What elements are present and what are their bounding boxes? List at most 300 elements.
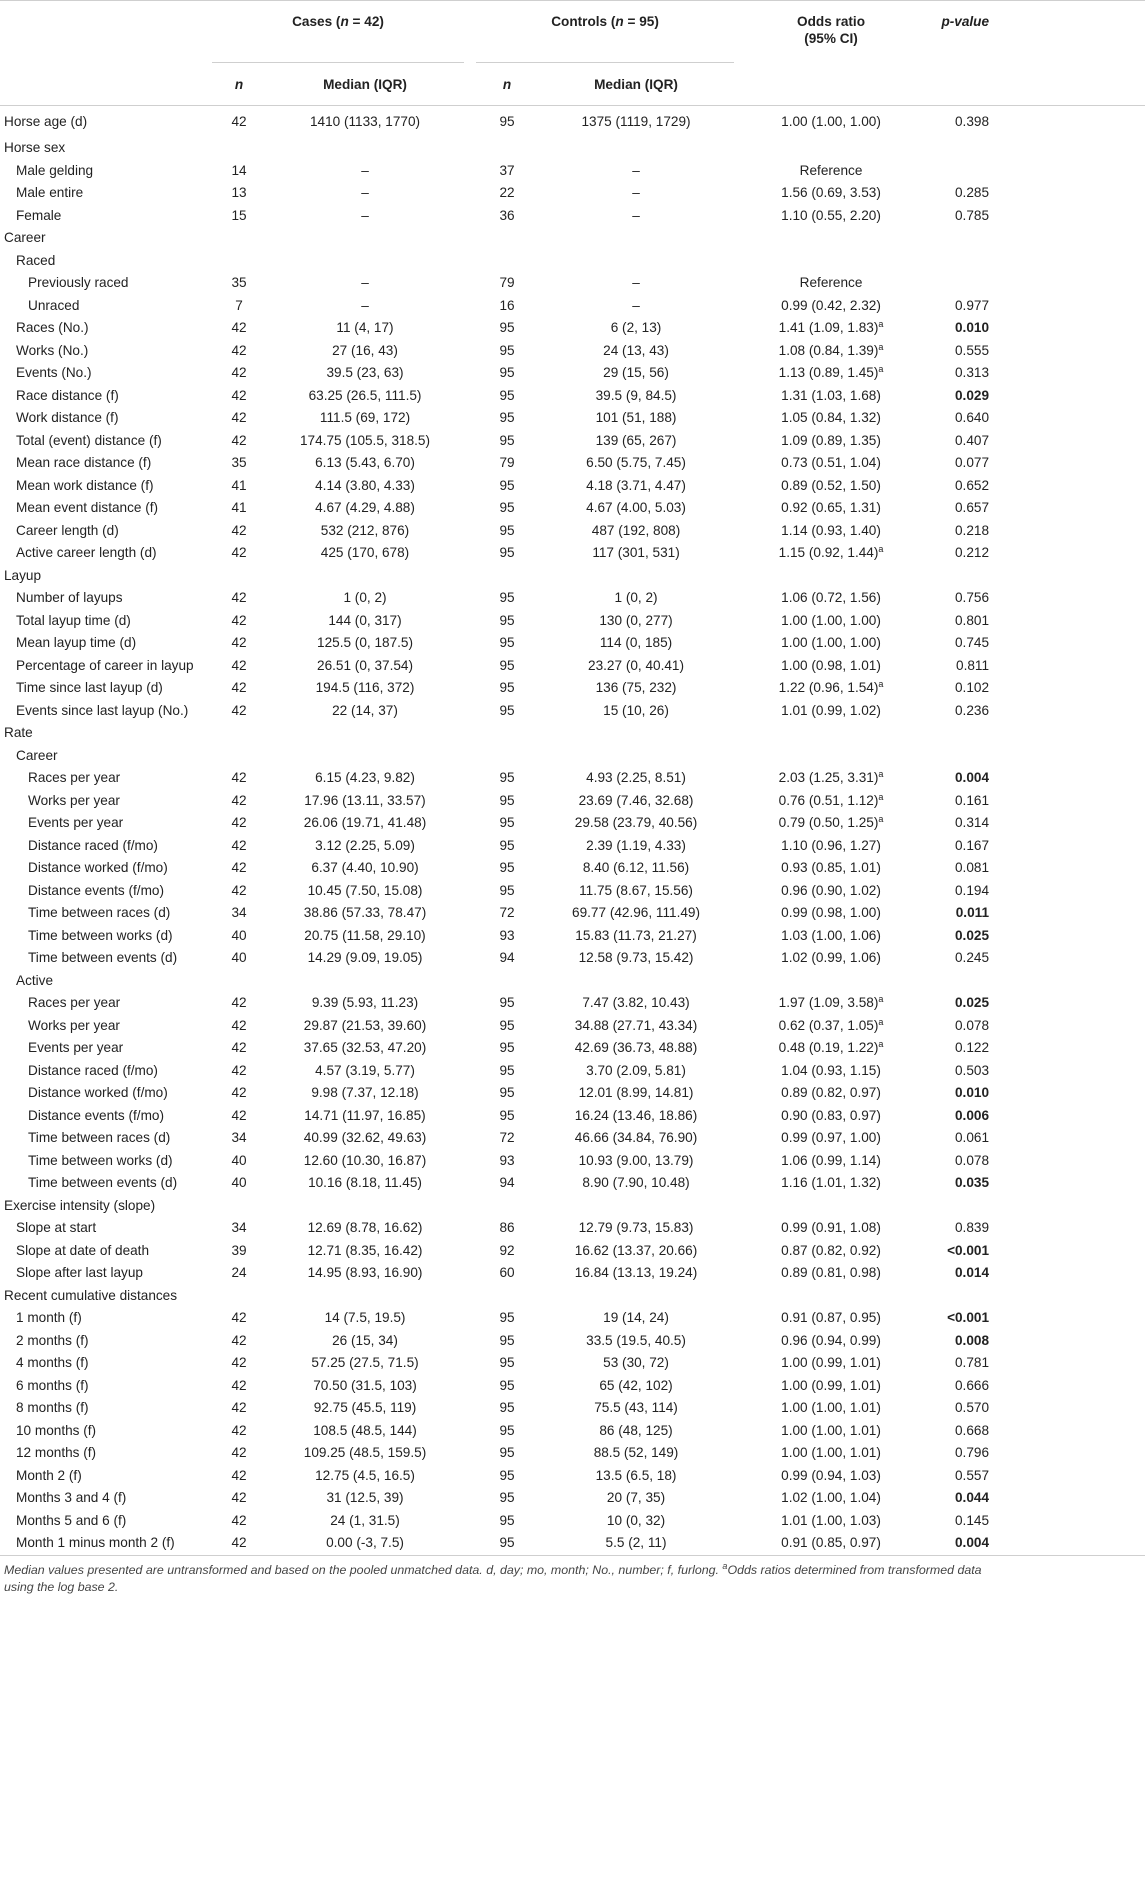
gap-cell [734, 160, 756, 183]
end-cell [999, 1082, 1145, 1105]
controls-median: 46.66 (34.84, 76.90) [574, 1130, 698, 1145]
cases-median [266, 137, 464, 160]
controls-median: 19 (14, 24) [603, 1310, 669, 1325]
gap-cell [464, 902, 476, 925]
table-row [0, 205, 1145, 228]
p-value: 0.801 [955, 612, 990, 628]
row-label: Distance worked (f/mo) [28, 860, 168, 875]
odds-ratio [756, 1217, 906, 1240]
gap-cell [734, 947, 756, 970]
end-cell [999, 1217, 1145, 1240]
table-row [0, 1150, 1145, 1173]
gap-cell [464, 947, 476, 970]
cases-median: 1410 (1133, 1770) [309, 114, 421, 129]
odds-ratio-value: 1.00 (1.00, 1.00) [781, 114, 881, 129]
odds-ratio [756, 1150, 906, 1173]
controls-median: – [632, 207, 640, 223]
odds-ratio-value: 0.99 (0.91, 1.08) [781, 1220, 881, 1235]
controls-median [538, 250, 734, 273]
table-row [0, 272, 1145, 295]
controls-n: 95 [499, 995, 515, 1010]
gap-cell [464, 1172, 476, 1195]
cases-median: 174.75 (105.5, 318.5) [300, 432, 430, 448]
table-row [0, 1532, 1145, 1555]
controls-median: 8.90 (7.90, 10.48) [582, 1175, 690, 1190]
gap-cell [734, 452, 756, 475]
controls-median: 88.5 (52, 149) [593, 1445, 679, 1460]
odds-ratio [756, 317, 906, 340]
controls-median: 4.67 (4.00, 5.03) [586, 500, 686, 515]
odds-ratio [756, 700, 906, 723]
odds-ratio-value: 1.10 (0.96, 1.27) [781, 837, 881, 853]
controls-median [538, 745, 734, 768]
controls-n: 95 [499, 792, 515, 808]
odds-ratio [756, 1240, 906, 1263]
table-row [0, 1217, 1145, 1240]
end-cell [999, 587, 1145, 610]
cases-n: 41 [231, 500, 247, 515]
table-row [0, 902, 1145, 925]
gap-cell [734, 790, 756, 813]
controls-median: 12.79 (9.73, 15.83) [578, 1220, 694, 1235]
cases-median: 26.51 (0, 37.54) [317, 657, 413, 673]
end-cell [999, 430, 1145, 453]
gap-cell [734, 272, 756, 295]
controls-median: 5.5 (2, 11) [538, 1532, 734, 1555]
row-label: Slope at start [16, 1220, 97, 1235]
cases-n: 42 [231, 1512, 247, 1528]
odds-ratio [756, 1195, 906, 1218]
controls-n: 95 [499, 1512, 515, 1528]
p-value: <0.001 [947, 1242, 990, 1258]
odds-ratio-footnote-mark: a [878, 679, 884, 689]
end-cell [999, 340, 1145, 363]
odds-ratio-footnote-mark: a [878, 544, 884, 554]
controls-median: 4.18 (3.71, 4.47) [586, 477, 686, 493]
end-cell [999, 1442, 1145, 1465]
cases-n: 42 [231, 1400, 247, 1415]
row-label: Career [4, 230, 46, 245]
row-label: Slope after last layup [16, 1265, 143, 1280]
controls-n: 95 [499, 1107, 515, 1123]
gap-cell [734, 1442, 756, 1465]
controls-n [476, 1195, 538, 1218]
p-value: 0.004 [955, 770, 990, 785]
gap-cell [734, 1217, 756, 1240]
row-label: Previously raced [28, 275, 129, 290]
odds-ratio [756, 362, 906, 385]
cases-n: 35 [231, 455, 247, 470]
odds-ratio [756, 182, 906, 205]
table-row [0, 106, 1145, 138]
odds-ratio [756, 272, 906, 295]
cases-median: 40.99 (32.62, 49.63) [303, 1130, 427, 1145]
odds-ratio-value: 1.08 (0.84, 1.39) [778, 342, 879, 358]
controls-median [538, 565, 734, 588]
row-label: 10 months (f) [16, 1422, 97, 1438]
gap-cell [464, 992, 476, 1015]
end-cell [999, 1397, 1145, 1420]
controls-median: 6 (2, 13) [610, 320, 662, 335]
cases-n: 42 [231, 342, 247, 358]
row-label: 1 month (f) [16, 1310, 82, 1325]
odds-ratio [756, 1442, 906, 1465]
cases-n: 42 [231, 1040, 247, 1055]
p-value: 0.025 [955, 995, 990, 1010]
controls-n: 60 [499, 1265, 515, 1280]
gap-cell [464, 1330, 476, 1353]
table-row [0, 565, 1145, 588]
controls-median: 16.62 (13.37, 20.66) [574, 1242, 698, 1258]
row-label: Works (No.) [16, 342, 89, 358]
subheader-controls-median-text: Median (IQR) [594, 76, 678, 92]
gap-cell [464, 1105, 476, 1128]
p-value: 0.313 [955, 365, 990, 380]
row-label: Male entire [16, 185, 84, 200]
p-value: 0.218 [955, 522, 990, 538]
table-row [0, 970, 1145, 993]
controls-n: 95 [499, 1355, 515, 1370]
odds-ratio-value: Reference [799, 162, 863, 178]
gap-cell [734, 1105, 756, 1128]
controls-n [476, 250, 538, 273]
header-or-line1: Odds ratio [797, 14, 866, 29]
controls-median: 7.47 (3.82, 10.43) [582, 995, 690, 1010]
odds-ratio-value: 1.00 (0.99, 1.01) [781, 1377, 881, 1393]
row-label: Time between races (d) [28, 1130, 171, 1145]
odds-ratio [756, 655, 906, 678]
controls-n: 92 [499, 1242, 515, 1258]
odds-ratio-value: 1.09 (0.89, 1.35) [781, 432, 881, 448]
p-value [906, 160, 999, 183]
end-cell [999, 857, 1145, 880]
p-value: 0.745 [955, 635, 990, 650]
row-label: Works per year [28, 1017, 120, 1033]
cases-n [212, 970, 266, 993]
gap-cell [464, 1397, 476, 1420]
row-label: Time between works (d) [28, 927, 173, 943]
gap-cell [464, 317, 476, 340]
odds-ratio [756, 947, 906, 970]
row-label: Distance raced (f/mo) [28, 837, 158, 853]
gap-cell [734, 340, 756, 363]
table-row [0, 1352, 1145, 1375]
controls-n: 16 [499, 297, 515, 313]
controls-n: 95 [499, 590, 515, 605]
cases-n [212, 745, 266, 768]
cases-n: 42 [231, 1490, 247, 1505]
gap-cell [734, 1330, 756, 1353]
end-cell [999, 385, 1145, 408]
p-value: 0.555 [955, 342, 990, 358]
controls-n: 95 [499, 657, 515, 673]
controls-median [538, 137, 734, 160]
row-label: Active career length (d) [16, 545, 157, 560]
table-row [0, 430, 1145, 453]
row-label: Work distance (f) [16, 410, 119, 425]
footnote-line1: Median values presented are untransformed and based on the pooled unmatched data. d, day; mo, month; No., number; f, furlong. [4, 1562, 719, 1577]
gap-cell [734, 362, 756, 385]
row-label: Recent cumulative distances [4, 1287, 178, 1303]
row-label: Horse sex [4, 140, 66, 155]
controls-median [538, 227, 734, 250]
gap-cell [464, 1240, 476, 1263]
odds-ratio-value: 1.41 (1.09, 1.83) [778, 320, 879, 335]
header-row-2 [0, 63, 1145, 106]
p-value: 0.010 [955, 1085, 990, 1100]
cases-median: 27 (16, 43) [332, 342, 398, 358]
odds-ratio [756, 227, 906, 250]
table-row [0, 587, 1145, 610]
p-value: 0.785 [955, 207, 990, 223]
row-label: Mean race distance (f) [16, 455, 152, 470]
gap-cell [464, 475, 476, 498]
controls-n: 95 [499, 1400, 515, 1415]
controls-n: 95 [499, 545, 515, 560]
table-row [0, 1285, 1145, 1308]
cases-median [266, 722, 464, 745]
gap-cell [734, 227, 756, 250]
controls-median: 15 (10, 26) [603, 702, 669, 718]
subheader-gap [464, 63, 476, 106]
cases-n: 42 [231, 657, 247, 673]
controls-n: 95 [499, 410, 515, 425]
cases-n: 42 [231, 1377, 247, 1393]
gap-cell [464, 1352, 476, 1375]
odds-ratio-footnote-mark: a [878, 364, 884, 374]
cases-median: – [361, 275, 369, 290]
controls-median: 24 (13, 43) [603, 342, 669, 358]
cases-n: 35 [231, 275, 247, 290]
cases-n [212, 137, 266, 160]
gap-cell [464, 250, 476, 273]
gap-cell [464, 632, 476, 655]
cases-n: 40 [231, 927, 247, 943]
controls-n: 95 [499, 815, 515, 830]
gap-cell [464, 106, 476, 138]
controls-n: 95 [499, 1377, 515, 1393]
row-label: Month 2 (f) [16, 1467, 82, 1483]
cases-n: 41 [231, 477, 247, 493]
cases-median: – [361, 207, 369, 223]
p-value: 0.122 [955, 1040, 990, 1055]
gap-cell [734, 1532, 756, 1555]
gap-cell [464, 835, 476, 858]
p-value: 0.025 [955, 927, 990, 943]
gap-cell [464, 205, 476, 228]
end-cell [999, 1060, 1145, 1083]
controls-n [476, 722, 538, 745]
odds-ratio [756, 790, 906, 813]
gap-cell [464, 137, 476, 160]
controls-n: 95 [499, 1085, 515, 1100]
cases-median: 92.75 (45.5, 119) [313, 1400, 417, 1415]
odds-ratio [756, 1172, 906, 1195]
end-cell [999, 745, 1145, 768]
row-label: Races per year [28, 770, 121, 785]
odds-ratio [756, 1510, 906, 1533]
end-cell [999, 452, 1145, 475]
row-label: Number of layups [16, 590, 123, 605]
row-label: Race distance (f) [16, 387, 119, 403]
p-value: 0.285 [955, 185, 990, 200]
odds-ratio [756, 340, 906, 363]
cases-median: 24 (1, 31.5) [330, 1512, 400, 1528]
odds-ratio [756, 430, 906, 453]
p-value: 0.029 [955, 387, 990, 403]
odds-ratio [756, 1037, 906, 1060]
end-cell [999, 970, 1145, 993]
row-label: Unraced [28, 297, 80, 313]
gap-cell [464, 1465, 476, 1488]
cases-median: – [361, 185, 369, 200]
end-cell [999, 1487, 1145, 1510]
odds-ratio-value: 1.03 (1.00, 1.06) [781, 927, 881, 943]
controls-n [476, 745, 538, 768]
controls-median: 86 (48, 125) [599, 1422, 673, 1438]
row-label: Months 5 and 6 (f) [16, 1512, 127, 1528]
p-value: 0.668 [955, 1422, 990, 1438]
cases-median: 14.71 (11.97, 16.85) [304, 1107, 426, 1123]
row-label: Distance events (f/mo) [28, 882, 164, 898]
gap-cell [464, 1195, 476, 1218]
controls-n: 95 [499, 320, 515, 335]
end-cell [999, 1375, 1145, 1398]
odds-ratio-value: 1.02 (1.00, 1.04) [781, 1490, 881, 1505]
gap-cell [734, 1172, 756, 1195]
table-row [0, 767, 1145, 790]
gap-cell [464, 925, 476, 948]
controls-median: 16.24 (13.46, 18.86) [574, 1107, 698, 1123]
cases-median: – [361, 297, 369, 313]
gap-cell [734, 1420, 756, 1443]
odds-ratio-value: 1.06 (0.99, 1.14) [781, 1152, 881, 1168]
cases-n: 39 [231, 1242, 247, 1258]
odds-ratio-value: 0.87 (0.82, 0.92) [781, 1242, 881, 1258]
p-value [906, 272, 999, 295]
controls-median: 10.93 (9.00, 13.79) [578, 1152, 694, 1168]
cases-median [266, 970, 464, 993]
cases-n: 42 [231, 1467, 247, 1483]
table-row [0, 992, 1145, 1015]
end-cell [999, 362, 1145, 385]
subheader-blank [0, 63, 212, 106]
cases-median [266, 1195, 464, 1218]
cases-n: 34 [231, 1130, 247, 1145]
gap-cell [734, 497, 756, 520]
p-value: 0.212 [955, 545, 990, 560]
row-label: Time between works (d) [28, 1152, 173, 1168]
gap-cell [464, 1127, 476, 1150]
footnote-line1b: Odds ratios determined from transformed data [727, 1562, 982, 1577]
cases-n: 42 [231, 1355, 247, 1370]
table-row [0, 677, 1145, 700]
cases-n: 42 [231, 590, 247, 605]
cases-n: 42 [231, 792, 247, 808]
table-row [0, 857, 1145, 880]
odds-ratio [756, 632, 906, 655]
controls-median: 15.83 (11.73, 21.27) [575, 927, 697, 943]
table-row [0, 880, 1145, 903]
end-cell [999, 407, 1145, 430]
odds-ratio-value: 0.99 (0.42, 2.32) [781, 297, 881, 313]
end-cell [999, 1330, 1145, 1353]
controls-n [476, 565, 538, 588]
controls-median: 11.75 (8.67, 15.56) [579, 882, 693, 898]
table-row [0, 722, 1145, 745]
controls-n: 93 [499, 927, 515, 943]
controls-median: 13.5 (6.5, 18) [595, 1467, 677, 1483]
cases-median: 70.50 (31.5, 103) [313, 1377, 417, 1393]
table-row [0, 407, 1145, 430]
gap-cell [464, 700, 476, 723]
row-label: Exercise intensity (slope) [4, 1197, 156, 1213]
gap-cell [734, 1015, 756, 1038]
gap-cell [734, 1465, 756, 1488]
p-value: 0.557 [955, 1467, 990, 1483]
cases-median: 31 (12.5, 39) [326, 1490, 404, 1505]
odds-ratio-value: 0.89 (0.82, 0.97) [781, 1085, 881, 1100]
gap-cell [734, 970, 756, 993]
end-cell [999, 902, 1145, 925]
row-label: Races (No.) [16, 320, 89, 335]
end-cell [999, 1240, 1145, 1263]
gap-cell [464, 340, 476, 363]
odds-ratio [756, 295, 906, 318]
end-cell [999, 790, 1145, 813]
p-value [906, 1195, 999, 1218]
gap-cell [464, 722, 476, 745]
cases-median [266, 565, 464, 588]
subheader-p [906, 63, 999, 106]
odds-ratio-value: 0.89 (0.52, 1.50) [781, 477, 881, 493]
cases-median: 12.69 (8.78, 16.62) [307, 1220, 423, 1235]
odds-ratio-value: 1.06 (0.72, 1.56) [781, 590, 881, 605]
cases-n: 42 [231, 1062, 247, 1078]
gap-cell [734, 745, 756, 768]
odds-ratio-value: 1.00 (1.00, 1.00) [781, 635, 881, 650]
header-pvalue [906, 1, 999, 64]
gap-cell [464, 385, 476, 408]
cases-n: 42 [231, 1085, 247, 1100]
table-row [0, 1487, 1145, 1510]
cases-n: 42 [231, 1310, 247, 1325]
p-value: 0.781 [955, 1355, 990, 1370]
p-value: 0.004 [906, 1532, 999, 1555]
cases-n: 42 [231, 1332, 247, 1348]
table-row [0, 1195, 1145, 1218]
table-row [0, 1420, 1145, 1443]
row-label: 2 months (f) [16, 1332, 89, 1348]
odds-ratio-value: 0.62 (0.37, 1.05) [778, 1017, 879, 1033]
table-row [0, 1307, 1145, 1330]
end-cell [999, 227, 1145, 250]
cases-n: 42 [231, 815, 247, 830]
odds-ratio [756, 385, 906, 408]
end-cell [999, 812, 1145, 835]
end-cell [999, 835, 1145, 858]
table-row [0, 160, 1145, 183]
row-label: Rate [4, 725, 33, 740]
cases-median: 10.45 (7.50, 15.08) [307, 882, 423, 898]
odds-ratio [756, 880, 906, 903]
header-blank [0, 1, 212, 64]
controls-median [538, 1285, 734, 1308]
p-value: 0.666 [955, 1377, 990, 1393]
cases-n: 42 [231, 410, 247, 425]
odds-ratio-value: 1.01 (0.99, 1.02) [781, 702, 881, 718]
odds-ratio-value: 1.22 (0.96, 1.54) [778, 680, 879, 695]
